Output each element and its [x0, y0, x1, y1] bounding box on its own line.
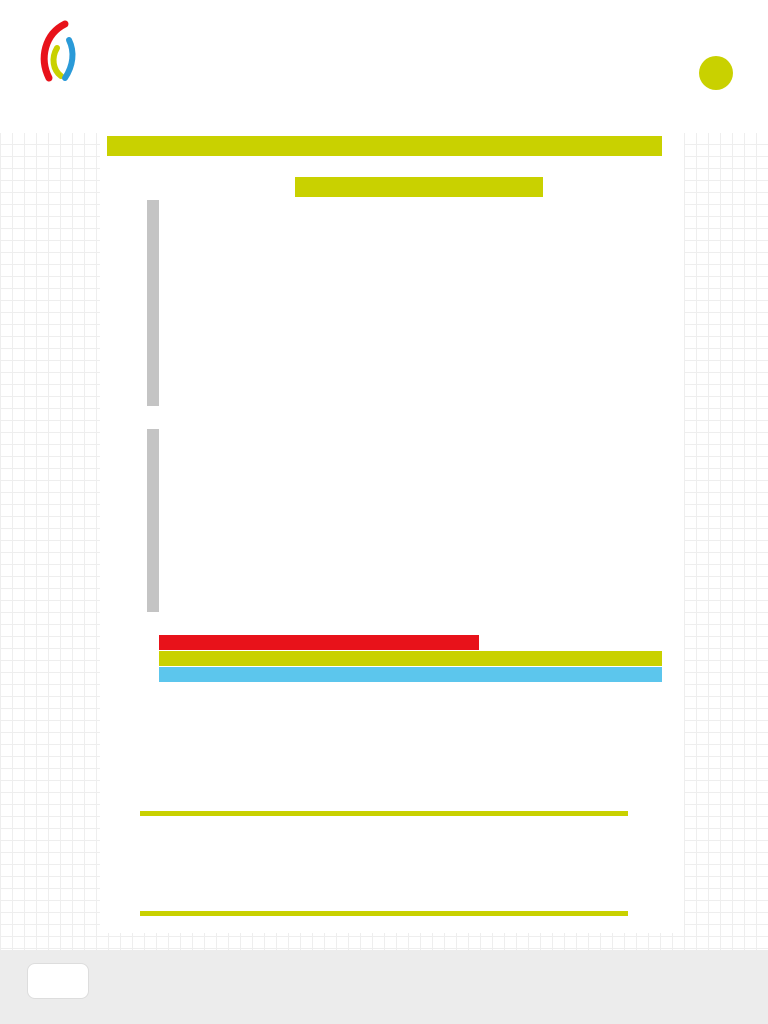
operator-logo	[27, 963, 89, 999]
days-header	[295, 177, 543, 197]
route-title	[107, 136, 662, 156]
legend-yellow	[159, 651, 662, 666]
bottom-route-line	[140, 911, 628, 916]
footer	[0, 950, 768, 1024]
zone-label-table2	[147, 429, 159, 612]
header	[0, 0, 768, 133]
top-route-line	[140, 811, 628, 816]
legend-cyan	[159, 667, 662, 682]
route-number-badge	[699, 56, 733, 90]
legend-red	[159, 635, 479, 650]
zone-label-table1	[147, 200, 159, 406]
aveirobus-logo-icon	[35, 18, 77, 88]
